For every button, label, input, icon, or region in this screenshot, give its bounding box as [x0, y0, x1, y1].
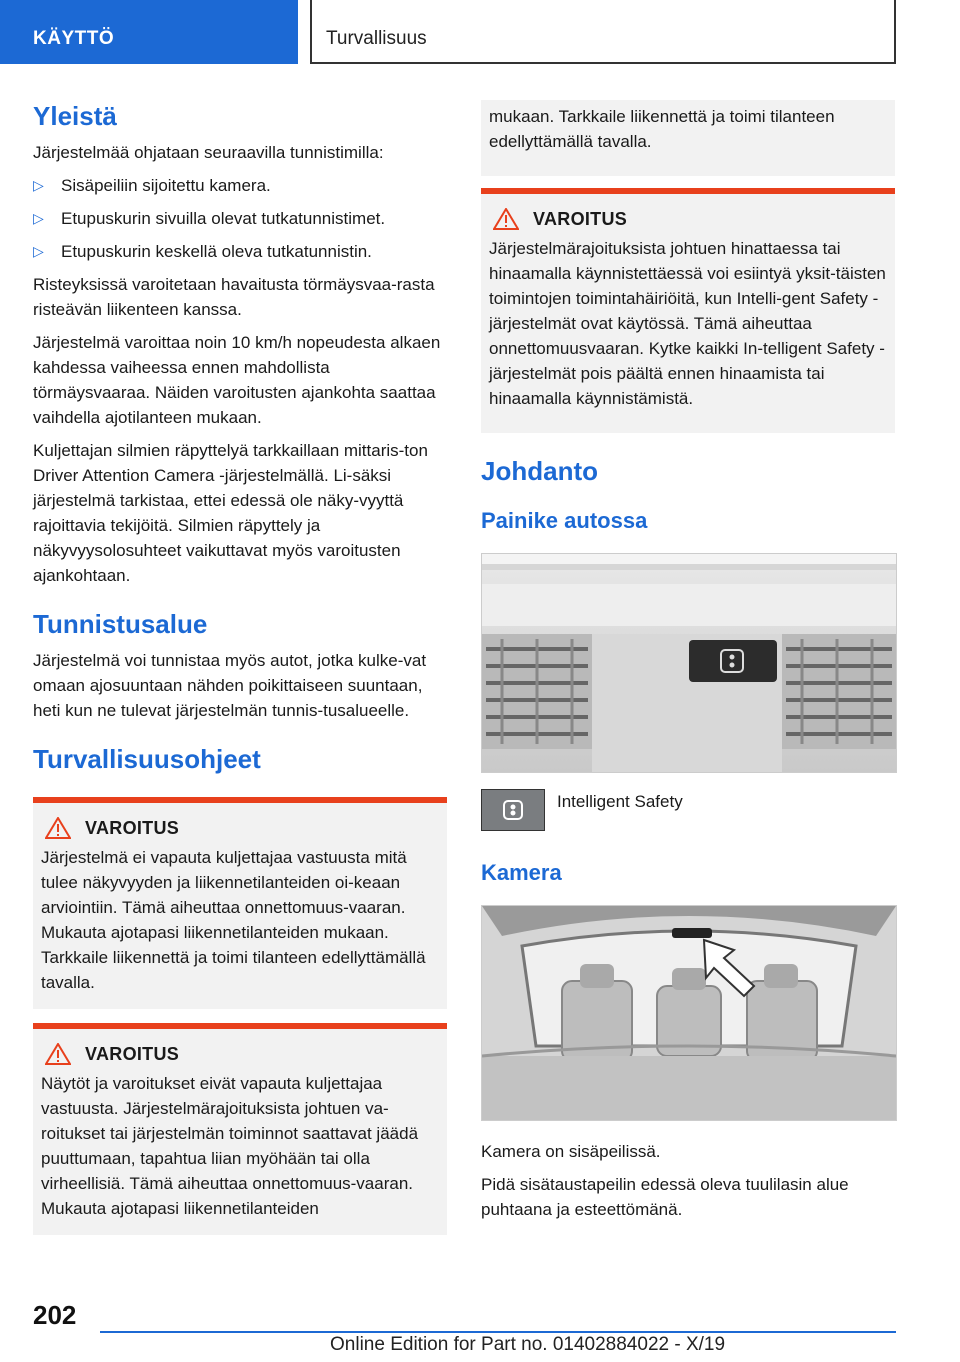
warning-title: VAROITUS: [85, 817, 180, 838]
interior-camera-photo: [481, 905, 897, 1121]
button-legend: [481, 789, 895, 831]
section-tab: KÄYTTÖ: [0, 0, 298, 64]
warning-box: [481, 188, 895, 433]
paragraph: Risteyksissä varoitetaan havaitusta törmäysvaa-rasta risteävän liikenteen kanssa.: [33, 275, 435, 319]
warning-triangle-icon: [493, 208, 519, 230]
heading-turvallisuusohjeet: Turvallisuusohjeet: [33, 744, 261, 774]
warning-text: Järjestelmä ei vapauta kuljettajaa vastuusta mitä tulee näkyvyyden ja liikennetilanteiden oi-keaan arviointiin. Tämä aiheuttaa onnettomuus-vaaran. Mukauta ajotapasi liikennetilanteiden mukaan. Tarkkaile liikennettä ja toimi tilanteen edellyttämällä tavalla.: [41, 848, 426, 992]
sensor-list: [33, 173, 447, 264]
paragraph: Järjestelmä voi tunnistaa myös autot, jotka kulke-vat omaan ajosuuntaan nähden poikittaiseen suuntaan, heti kun ne tulevat järjestelmän tunnis-tusalueelle.: [33, 651, 427, 720]
page-number: 202: [33, 1300, 77, 1330]
left-column: [33, 100, 447, 1235]
paragraph: Kuljettajan silmien räpyttelyä tarkkaillaan mittaris-ton Driver Attention Camera -järjestelmällä. Li-säksi järjestelmä tarkistaa, ettei edessä ole näky-vyyttä rajoittavia tekijöitä. Silmien räpyttely ja näkyvyysolosuhteet vaikuttavat myös varoitusten ajankohtaan.: [33, 441, 428, 585]
paragraph: Kamera on sisäpeilissä.: [481, 1142, 661, 1161]
right-column: [481, 100, 895, 1230]
dashboard-button-photo: [481, 553, 897, 773]
edition-text: Online Edition for Part no. 01402884022 - X/19: [330, 1334, 726, 1355]
list-item: ▷ Sisäpeiliin sijoitettu kamera.: [33, 173, 447, 198]
heading-yleista: Yleistä: [33, 101, 117, 131]
list-item: ▷ Etupuskurin keskellä oleva tutkatunnistin.: [33, 239, 447, 264]
triangle-bullet-icon: ▷: [33, 210, 44, 226]
chapter-title: Turvallisuus: [310, 0, 896, 64]
heading-kamera: Kamera: [481, 860, 562, 885]
yleista-intro: Järjestelmää ohjataan seuraavilla tunnistimilla:: [33, 143, 384, 162]
warning-box: [33, 1023, 447, 1235]
paragraph: Järjestelmä varoittaa noin 10 km/h nopeudesta alkaen kahdessa vaiheessa ennen mahdollista törmäysvaaraa. Näiden varoitusten ajankohta saattaa vaihdella ajotilanteen mukaan.: [33, 333, 441, 427]
list-item: ▷ Etupuskurin sivuilla olevat tutkatunnistimet.: [33, 206, 447, 231]
warning-continuation: [481, 100, 895, 176]
heading-tunnistusalue: Tunnistusalue: [33, 609, 208, 639]
triangle-bullet-icon: ▷: [33, 177, 44, 193]
heading-painike: Painike autossa: [481, 508, 648, 533]
heading-johdanto: Johdanto: [481, 456, 598, 486]
warning-title: VAROITUS: [533, 208, 628, 229]
warning-text: Näytöt ja varoitukset eivät vapauta kuljettajaa vastuusta. Järjestelmärajoituksista johtuen va-roitukset tai järjestelmän toiminnot saattavat jäädä puuttumaan, tapahtua liian myöhään tai olla virheellisiä. Tämä aiheuttaa onnettomuus-vaaran. Mukauta ajotapasi liikennetilanteiden: [41, 1074, 419, 1218]
footer-divider: [100, 1331, 896, 1333]
warning-triangle-icon: [45, 1043, 71, 1065]
warning-text: mukaan. Tarkkaile liikennettä ja toimi tilanteen edellyttämällä tavalla.: [489, 107, 835, 151]
warning-triangle-icon: [45, 817, 71, 839]
warning-title: VAROITUS: [85, 1043, 180, 1064]
intelligent-safety-button-icon: [481, 789, 545, 831]
triangle-bullet-icon: ▷: [33, 243, 44, 259]
warning-box: [33, 797, 447, 1009]
warning-text: Järjestelmärajoituksista johtuen hinattaessa tai hinaamalla käynnistettäessä voi esiintyä yksit-täisten toimintojen toimintahäiriöitä, kun Intelli-gent Safety -järjestelmät ovat käytössä. Tämä aiheuttaa onnettomuusvaaran. Kytke kaikki In-telligent Safety -järjestelmät pois päältä ennen hinaamista tai hinaamalla käynnistämistä.: [489, 239, 886, 408]
paragraph: Pidä sisätaustapeilin edessä oleva tuulilasin alue puhtaana ja esteettömänä.: [481, 1175, 849, 1219]
button-label: Intelligent Safety: [557, 792, 683, 811]
